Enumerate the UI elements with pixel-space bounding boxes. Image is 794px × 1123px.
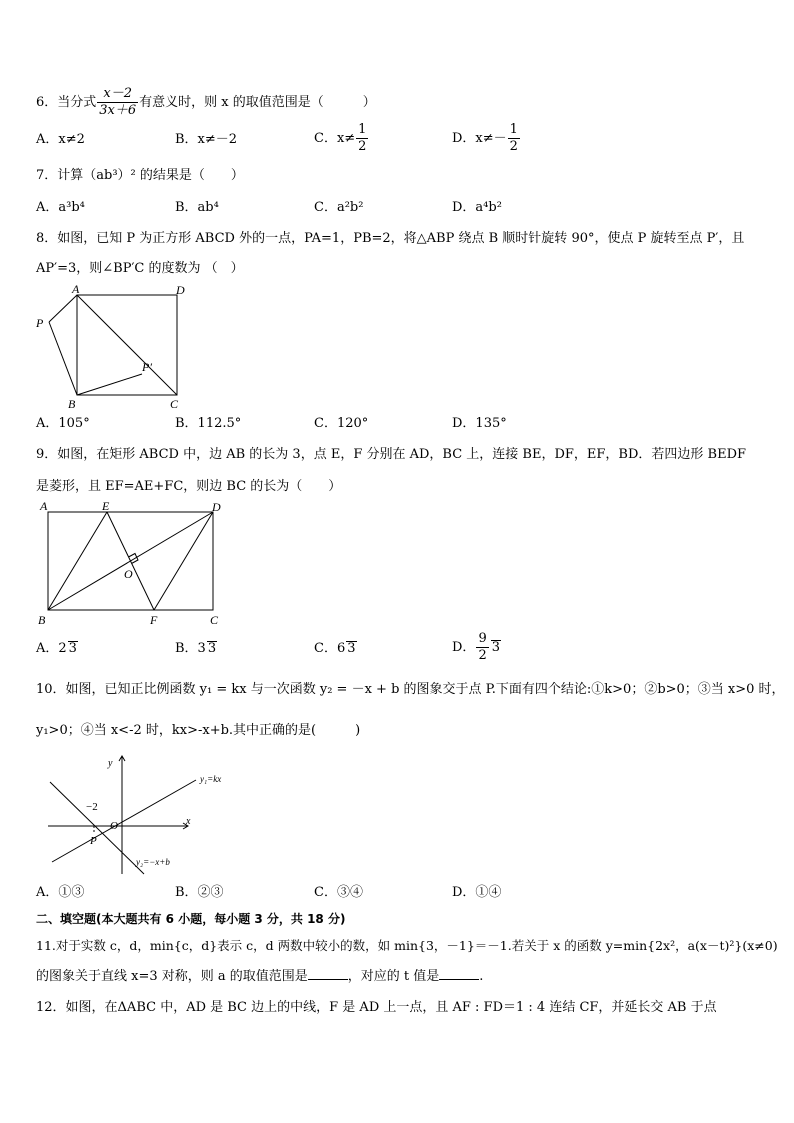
q9-option-a: A．2 3: [36, 641, 77, 656]
q10-option-a: A．①③: [36, 885, 85, 900]
q9-option-b: B．3 3: [175, 641, 217, 656]
q11-stem-line2: 的图象关于直线 x=3 对称，则 a 的取值范围是 ，对应的 t 值是 .: [36, 969, 484, 984]
q7-option-b: B．ab⁴: [175, 200, 219, 215]
q8-stem-line2: AP′=3，则∠BP′C 的度数为 （ ）: [36, 261, 244, 276]
line-y1: [52, 780, 196, 862]
q6-option-c: C．x≠ $\frac{1}{2}$: [314, 122, 367, 154]
q8-option-c: C．120°: [314, 416, 369, 431]
segment-bp2: [77, 374, 142, 395]
q10-option-b: B．②③: [175, 885, 224, 900]
q8-label-b: B: [68, 397, 76, 411]
q8-option-a: A．105°: [36, 416, 90, 431]
q8-label-p-prime: P′: [142, 360, 152, 374]
q9-label-f: F: [150, 613, 158, 627]
q10-label-p: P: [90, 835, 97, 847]
q10-stem-line1: 10．如图，已知正比例函数 y₁ = kx 与一次函数 y₂ = －x + b 的图象交于点 P.下面有四个结论:①k>0；②b>0；③当 x>0 时，: [36, 682, 785, 697]
q8-label-a: A: [72, 282, 80, 296]
segment-ac: [77, 295, 177, 395]
q8-label-d: D: [176, 283, 185, 297]
q6-option-d: D．x≠－ $\frac{1}{2}$: [452, 122, 518, 154]
segment-ef: [107, 512, 154, 610]
q7-option-d: D．a⁴b²: [452, 200, 502, 215]
q10-label-x: x: [186, 816, 191, 827]
q12-stem-line1: 12．如图，在ΔABC 中，AD 是 BC 边上的中线，F 是 AD 上一点，且 AF : FD＝1 : 4 连结 CF，并延长交 AB 于点: [36, 1000, 717, 1015]
q8-option-d: D．135°: [452, 416, 507, 431]
q11-blank-a[interactable]: [308, 967, 348, 980]
q6-option-b: B．x≠－2: [175, 132, 238, 147]
q10-figure: [38, 752, 238, 880]
q10-option-d: D．①④: [452, 885, 502, 900]
q8-label-c: C: [170, 397, 179, 411]
q10-label-o: O: [110, 820, 118, 832]
q11-blank-t[interactable]: [439, 967, 479, 980]
q6-stem: [36, 86, 376, 119]
q6-suffix: 有意义时，则 x 的取值范围是（ ）: [139, 95, 376, 110]
q9-label-e: E: [102, 499, 110, 513]
q9-stem-line2: 是菱形，且 EF=AE+FC，则边 BC 的长为（ ）: [36, 479, 342, 494]
q7-option-a: A．a³b⁴: [36, 200, 85, 215]
q10-label-y: y: [108, 758, 113, 769]
q10-label-neg2: −2: [86, 801, 98, 813]
q11-stem-line1: 11.对于实数 c，d，min{c，d}表示 c，d 两数中较小的数，如 min{3，－1}＝－1.若关于 x 的函数 y=min{2x²，a(x－t)²}(x≠0): [36, 938, 778, 953]
segment-pb: [49, 322, 77, 395]
q6-fraction: $\frac{x-2}{3x+6}$: [99, 86, 137, 118]
segment-pa: [49, 295, 77, 322]
q6-option-a: A．x≠2: [36, 132, 85, 147]
q9-option-c: C．6 3: [314, 641, 356, 656]
q6-prefix: 6．当分式: [36, 95, 97, 110]
q8-stem-line1: 8．如图，已知 P 为正方形 ABCD 外的一点，PA=1，PB=2，将△ABP 绕点 B 顺时针旋转 90°，使点 P 旋转至点 P′，且: [36, 231, 745, 246]
line-y2: [50, 782, 144, 874]
q9-label-a: A: [40, 499, 48, 513]
q9-label-b: B: [38, 613, 46, 627]
q7-option-c: C．a²b²: [314, 200, 364, 215]
q9-option-d: D． $\frac{9}{2}$ 3: [452, 631, 500, 663]
q10-option-c: C．③④: [314, 885, 363, 900]
q8-option-b: B．112.5°: [175, 416, 242, 431]
q9-label-d: D: [212, 500, 221, 514]
q9-label-c: C: [210, 613, 219, 627]
q10-label-y2: y₂=−x+b: [136, 857, 170, 867]
q9-stem-line1: 9．如图，在矩形 ABCD 中，边 AB 的长为 3，点 E，F 分别在 AD，BC 上，连接 BE，DF，EF，BD．若四边形 BEDF: [36, 447, 747, 462]
q7-stem: 7．计算（ab³）² 的结果是（ ）: [36, 168, 244, 183]
q9-figure: [34, 498, 234, 628]
right-angle-mark: [129, 554, 139, 564]
q10-stem-line2: y₁>0；④当 x<-2 时，kx>-x+b.其中正确的是( ): [36, 723, 361, 738]
section-heading: 二、填空题(本大题共有 6 小题，每小题 3 分，共 18 分): [36, 912, 346, 926]
q8-figure: [30, 282, 200, 412]
segment-df: [154, 512, 213, 610]
q10-label-y1: y₁=kx: [200, 774, 222, 784]
q8-label-p: P: [36, 316, 44, 330]
q9-label-o: O: [124, 567, 133, 581]
segment-be: [48, 512, 107, 610]
